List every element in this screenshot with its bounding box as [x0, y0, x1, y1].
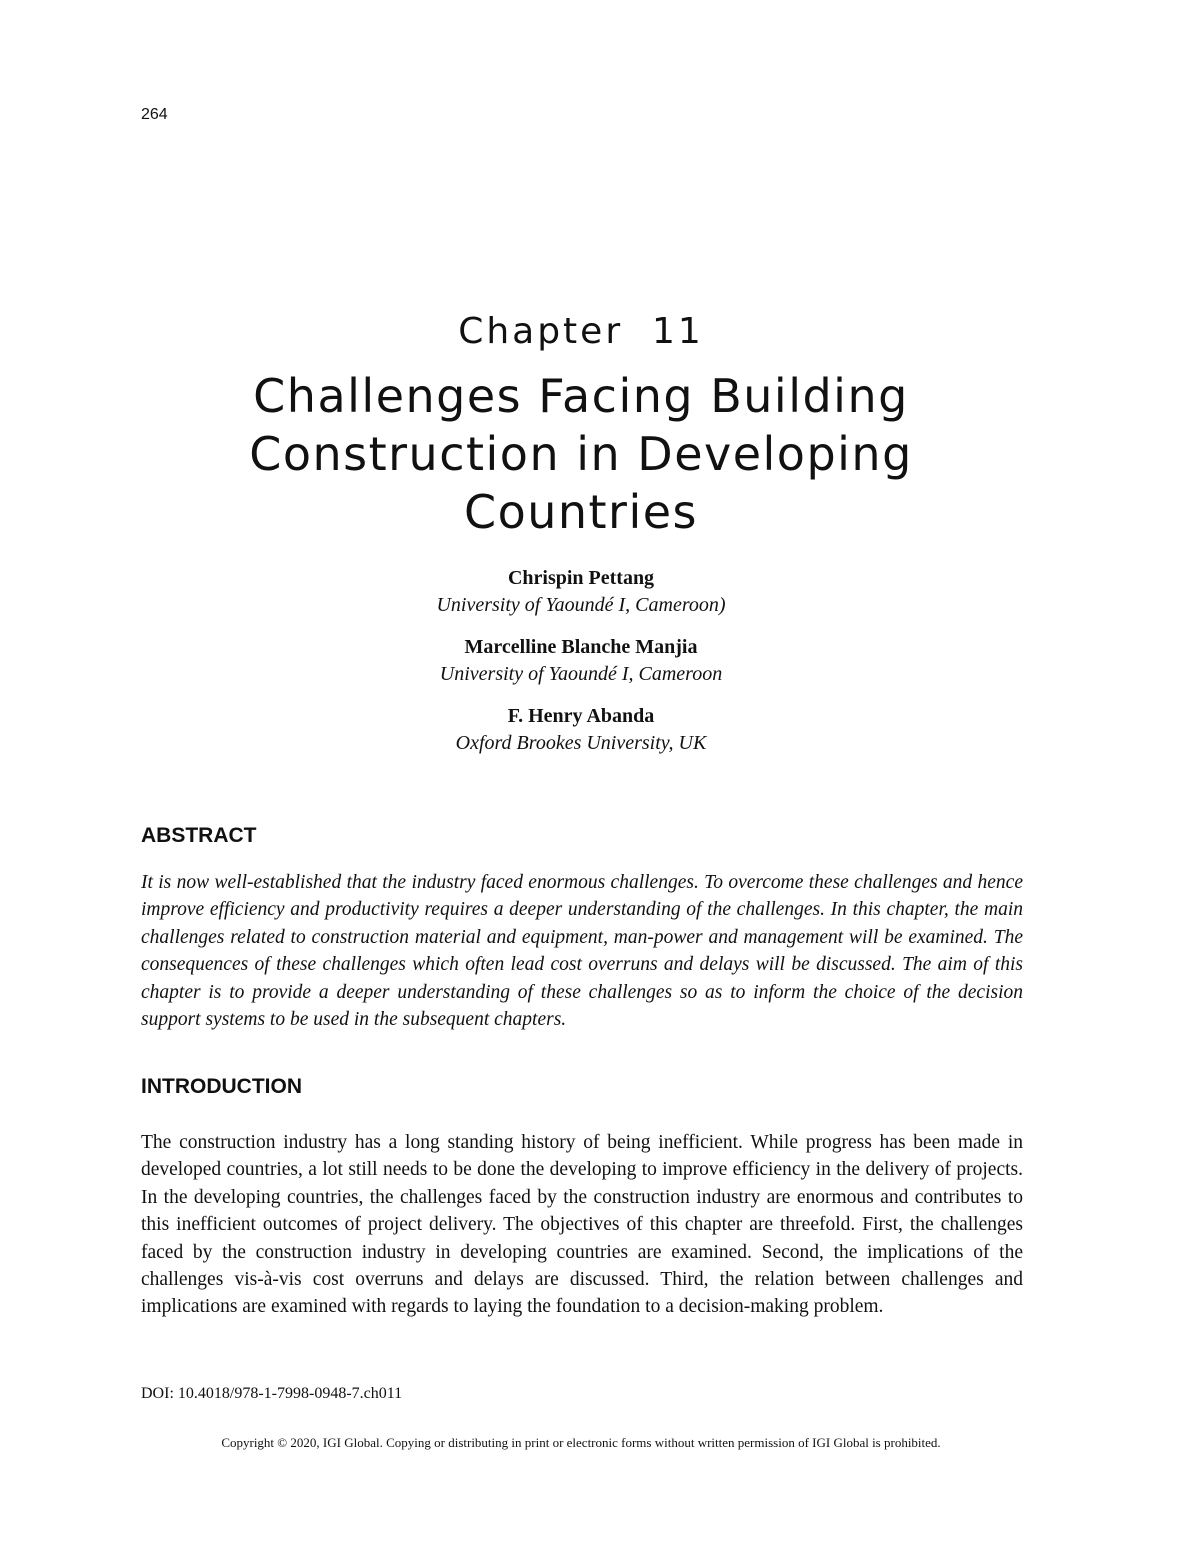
author-affiliation: University of Yaoundé I, Cameroon) — [436, 594, 726, 616]
abstract-text: It is now well-established that the industry faced enormous challenges. To overcome these challenges and hence improve efficiency and productivity requires a deeper understanding of the challenges. In this chapter, the main challenges related to construction material and equipment, man-power and management will be examined. The consequences of these challenges which often lead cost overruns and delays will be discussed. The aim of this chapter is to provide a deeper understanding of these challenges so as to inform the choice of the decision support systems to be used in the subsequent chapters. — [141, 872, 1023, 1031]
introduction-text: The construction industry has a long standing history of being inefficient. While progress has been made in developed countries, a lot still needs to be done the developing to improve efficiency in the delivery of projects. In the developing countries, the challenges faced by the construction industry are enormous and contributes to this inefficient outcomes of project delivery. The objectives of this chapter are threefold. First, the challenges faced by the construction industry in developing countries are examined. Second, the implications of the challenges vis-à-vis cost overruns and delays are discussed. Third, the relation between challenges and implications are examined with regards to laying the foundation to a decision-making problem. — [141, 1132, 1023, 1318]
introduction-heading: INTRODUCTION — [141, 1075, 302, 1098]
author-list — [140, 566, 1022, 773]
page-number: 264 — [141, 106, 168, 123]
chapter-label: Chapter 11 — [458, 311, 704, 352]
abstract-heading: ABSTRACT — [141, 824, 257, 847]
author-affiliation: University of Yaoundé I, Cameroon — [439, 663, 723, 685]
copyright-notice: Copyright © 2020, IGI Global. Copying or distributing in print or electronic forms without written permission of IGI Global is prohibited. — [221, 1435, 941, 1450]
author-block — [140, 635, 1022, 689]
author-name: F. Henry Abanda — [507, 705, 655, 727]
author-block — [140, 566, 1022, 620]
author-name: Marcelline Blanche Manjia — [464, 636, 698, 658]
author-affiliation: Oxford Brookes University, UK — [455, 732, 707, 754]
author-block — [140, 704, 1022, 758]
doi: DOI: 10.4018/978-1-7998-0948-7.ch011 — [141, 1385, 403, 1402]
chapter-title: Challenges Facing Building Construction in Developing Countries — [249, 369, 913, 539]
author-name: Chrispin Pettang — [507, 567, 655, 589]
